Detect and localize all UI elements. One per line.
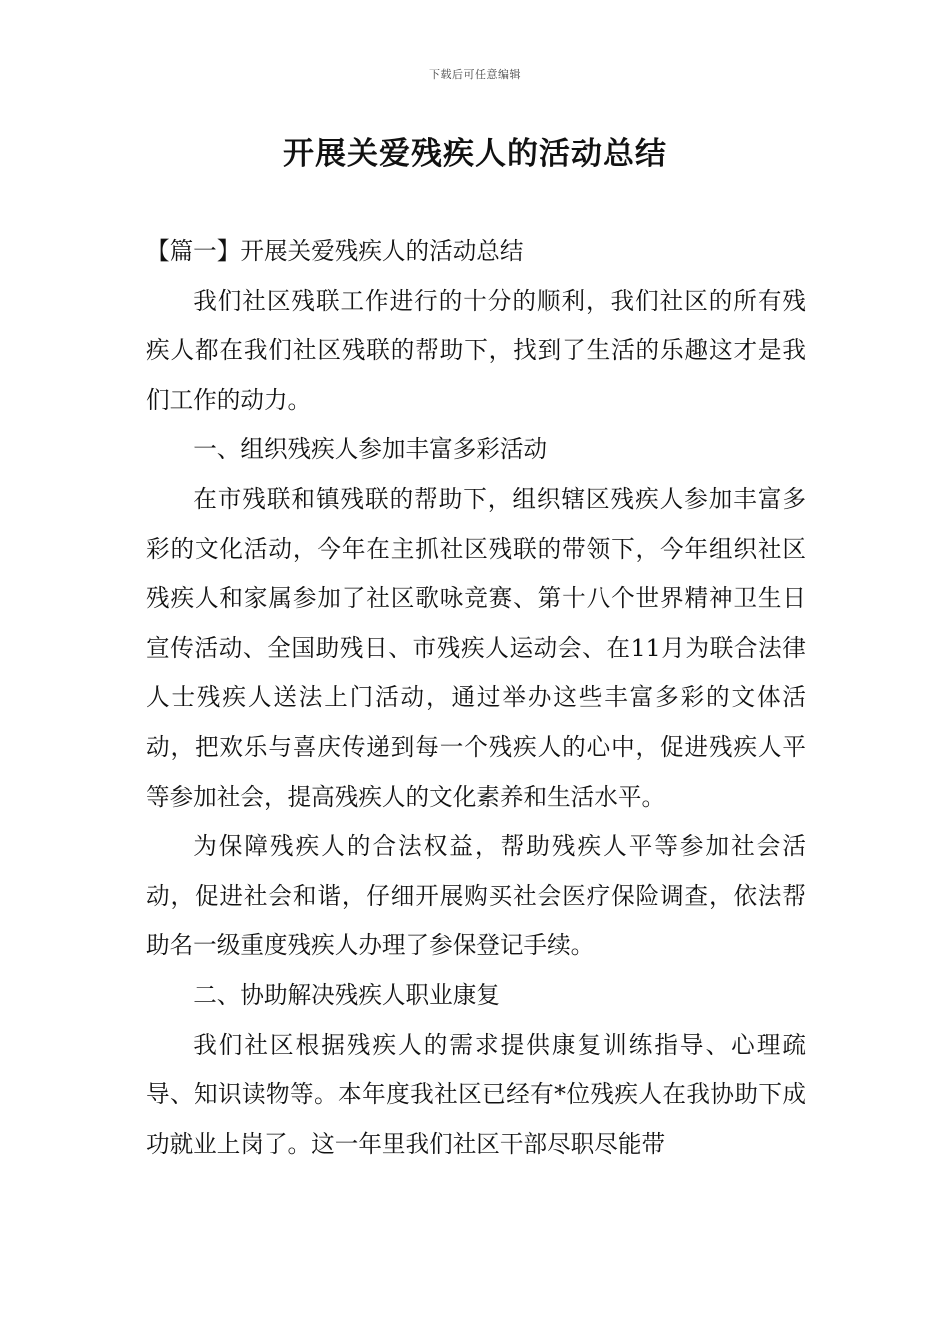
document-title: 开展关爱残疾人的活动总结 [283, 136, 667, 172]
subheading: 二、协助解决残疾人职业康复 [193, 980, 500, 1009]
subheading: 一、组织残疾人参加丰富多彩活动 [193, 435, 548, 464]
document-body [146, 227, 806, 1169]
section-heading: 【篇一】开展关爱残疾人的活动总结 [146, 237, 524, 265]
header-note: 下载后可任意编辑 [429, 68, 521, 81]
paragraph: 我们社区残联工作进行的十分的顺利，我们社区的所有残疾人都在我们社区残联的帮助下，找到了生活的乐趣这才是我们工作的动力。 [146, 286, 806, 414]
paragraph: 在市残联和镇残联的帮助下，组织辖区残疾人参加丰富多彩的文化活动，今年在主抓社区残联的带领下，今年组织社区残疾人和家属参加了社区歌咏竞赛、第十八个世界精神卫生日宣传活动、全国助残日、市残疾人运动会、在11月为联合法律人士残疾人送法上门活动，通过举办这些丰富多彩的文体活动，把欢乐与喜庆传递到每一个残疾人的心中，促进残疾人平等参加社会，提高残疾人的文化素养和生活水平。 [146, 484, 806, 811]
paragraph: 为保障残疾人的合法权益，帮助残疾人平等参加社会活动，促进社会和谐，仔细开展购买社会医疗保险调查，依法帮助名一级重度残疾人办理了参保登记手续。 [146, 832, 806, 960]
paragraph: 我们社区根据残疾人的需求提供康复训练指导、心理疏导、知识读物等。本年度我社区已经有*位残疾人在我协助下成功就业上岗了。这一年里我们社区干部尽职尽能带 [146, 1030, 806, 1158]
